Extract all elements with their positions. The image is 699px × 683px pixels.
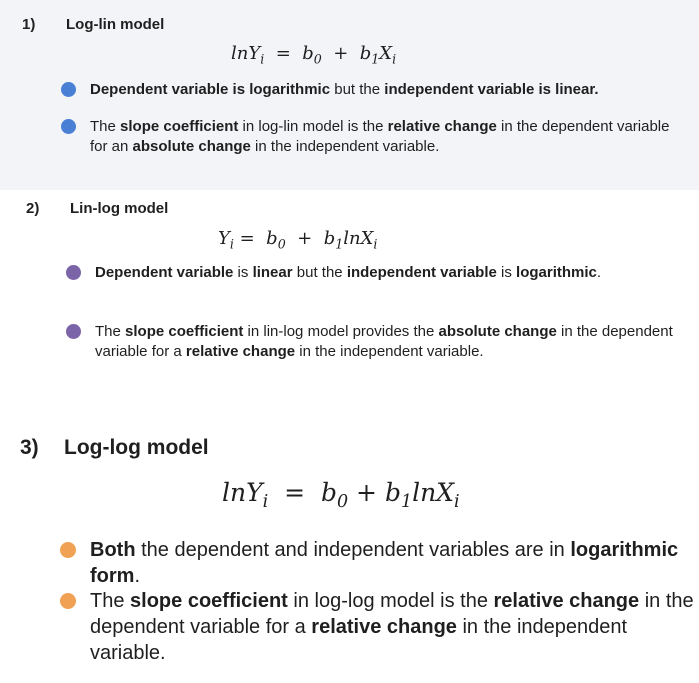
list-item — [61, 80, 691, 100]
list-item — [60, 537, 696, 589]
bullet-text: The slope coefficient in log-lin model is the relative change in the dependent variable for an absolute change in the independent variable. — [90, 118, 670, 155]
bullet-dot-icon — [66, 265, 81, 280]
section-title: Log-log model — [64, 436, 209, 459]
equation-log-log: $\ln Y_i = b_0 + b_1\ln X_i$ — [222, 478, 460, 512]
list-item — [66, 263, 626, 283]
bullet-text: The slope coefficient in lin-log model provides the absolute change in the dependent variable for a relative change in the independent variable. — [95, 323, 673, 360]
section-log-lin — [0, 0, 699, 190]
equation-log-lin: $\ln Y_i = b_0 + b_1X_i$ — [231, 43, 397, 67]
bullet-text: Dependent variable is linear but the independent variable is logarithmic. — [95, 264, 602, 281]
list-item — [60, 588, 696, 666]
section-number: 1) — [22, 16, 36, 33]
bullet-dot-icon — [61, 82, 76, 97]
bullet-dot-icon — [60, 542, 76, 558]
bullet-dot-icon — [66, 324, 81, 339]
section-title: Log-lin model — [66, 16, 165, 33]
bullet-dot-icon — [61, 119, 76, 134]
section-number: 3) — [20, 436, 39, 459]
bullet-text: The slope coefficient in log-log model is the relative change in the dependent variable for a relative change in the independent variable. — [90, 590, 694, 664]
list-item — [61, 117, 691, 156]
equation-lin-log: $Y_i = b_0 + b_1\ln X_i$ — [218, 228, 378, 252]
list-item — [66, 322, 696, 361]
bullet-dot-icon — [60, 593, 76, 609]
section-number: 2) — [26, 200, 40, 217]
bullet-text: Dependent variable is logarithmic but the independent variable is linear. — [90, 81, 599, 98]
section-title: Lin-log model — [70, 200, 169, 217]
section-lin-log — [0, 190, 699, 404]
section-log-log — [0, 404, 699, 683]
bullet-text: Both the dependent and independent variables are in logarithmic form. — [90, 539, 679, 587]
